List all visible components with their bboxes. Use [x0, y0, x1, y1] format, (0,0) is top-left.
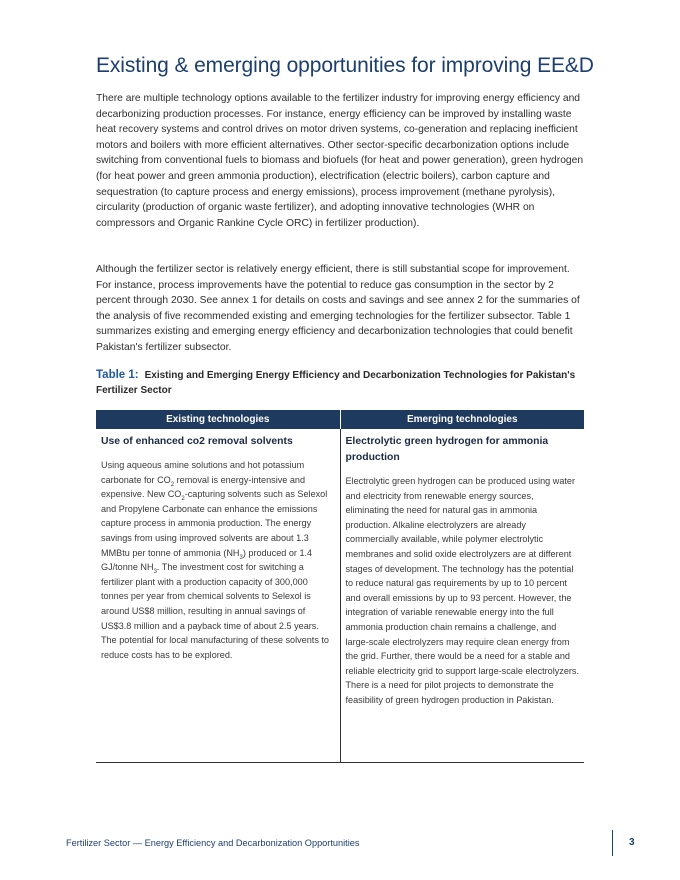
subscript: 3	[153, 568, 157, 575]
table-label: Table 1:	[96, 369, 139, 381]
page-number: 3	[629, 837, 635, 848]
header-emerging: Emerging technologies	[340, 410, 584, 429]
table-caption-text: Existing and Emerging Energy Efficiency and Decarbonization Technologies for Pakistan's Fertilizer Sector	[96, 370, 576, 396]
table-caption	[96, 368, 586, 398]
existing-body-part: ) produced or 1.4 GJ/tonne NH	[101, 547, 313, 573]
existing-cell	[96, 429, 340, 763]
emerging-title: Electrolytic green hydrogen for ammonia production	[345, 436, 549, 463]
subscript: 2	[170, 481, 175, 488]
existing-body-part: removal is energy-intensive and expensive. New CO	[101, 474, 306, 500]
intro-paragraph: There are multiple technology options available to the fertilizer industry for improving energy efficiency and decarbonizing production processes. For instance, energy efficiency can be improved by installing waste heat recovery systems and control drives on motor driven systems, co-generation and replacing inefficient motors and boilers with more efficient alternatives. Other sector-specific decarbonization options include switching from conventional fuels to biomass and biofuels (for heat and power generation), green hydrogen (for heat power and green ammonia production), electrification (electric boilers), carbon capture and sequestration (to capture process and energy emissions), process improvement (methane pyrolysis), circularity (production of organic waste fertilizer), and adopting innovative technologies (WHR on compressors and Organic Rankine Cycle ORC) in fertilizer production).	[96, 93, 584, 229]
existing-title: Use of enhanced co2 removal solvents	[101, 436, 293, 447]
table-row	[96, 429, 584, 763]
footer-divider	[612, 830, 613, 856]
scope-paragraph: Although the fertilizer sector is relatively energy efficient, there is still substantial scope for improvement. For instance, process improvements have the potential to reduce gas consumption in the sector by 2 percent through 2030. See annex 1 for details on costs and savings and see annex 2 for the summaries of the analysis of five recommended existing and emerging technologies for the fertilizer subsector. Table 1 summarizes existing and emerging energy efficiency and decarbonization technologies that could benefit Pakistan's fertilizer subsector.	[96, 264, 580, 353]
technologies-table	[96, 410, 584, 763]
emerging-body: Electrolytic green hydrogen can be produced using water and electricity from renewable energy sources, eliminating the need for natural gas in ammonia production. Alkaline electrolyzers are already commercially available, while polymer electrolytic membranes and solid oxide electrolyzers are at different stages of development. The technology has the potential to reduce natural gas requirements by up to 10 percent and overall emissions by up to 93 percent. However, the integration of variable renewable energy into the full ammonia production chain remains a challenge, and large-scale electrolyzers may require clean energy from the grid. Further, there would be a need for a stable and reliable electricity grid to support large-scale electrolyzers. There is a need for pilot projects to demonstrate the feasibility of green hydrogen production in Pakistan.	[345, 476, 580, 705]
subscript: 3	[239, 554, 243, 561]
emerging-cell	[340, 429, 584, 763]
subscript: 2	[181, 496, 185, 502]
header-existing: Existing technologies	[96, 410, 340, 429]
existing-body	[101, 458, 335, 662]
existing-body-part: . The investment cost for switching a fertilizer plant with a production capacity of 300,000 tonnes per year from chemical solvents to Selexol is around US$8 million, resulting in annual savings of US$3.8 million and a payback time of about 2.5 years. The potential for local manufacturing of these solvents to reduce costs has to be explored.	[101, 562, 329, 660]
existing-body-part: Using aqueous amine solutions and hot potassium carbonate for CO	[101, 460, 305, 485]
existing-body-part: -capturing solvents such as Selexol and Propylene Carbonate can enhance the emissions capture process in ammonia production. The energy savings from using improved solvents are about 1.3 MMBtu per tonne of ammonia (NH	[101, 489, 328, 558]
table-header-row	[96, 410, 584, 429]
section-heading: Existing & emerging opportunities for improving EE&D	[96, 54, 594, 77]
footer-title: Fertilizer Sector — Energy Efficiency and Decarbonization Opportunities	[66, 838, 360, 848]
